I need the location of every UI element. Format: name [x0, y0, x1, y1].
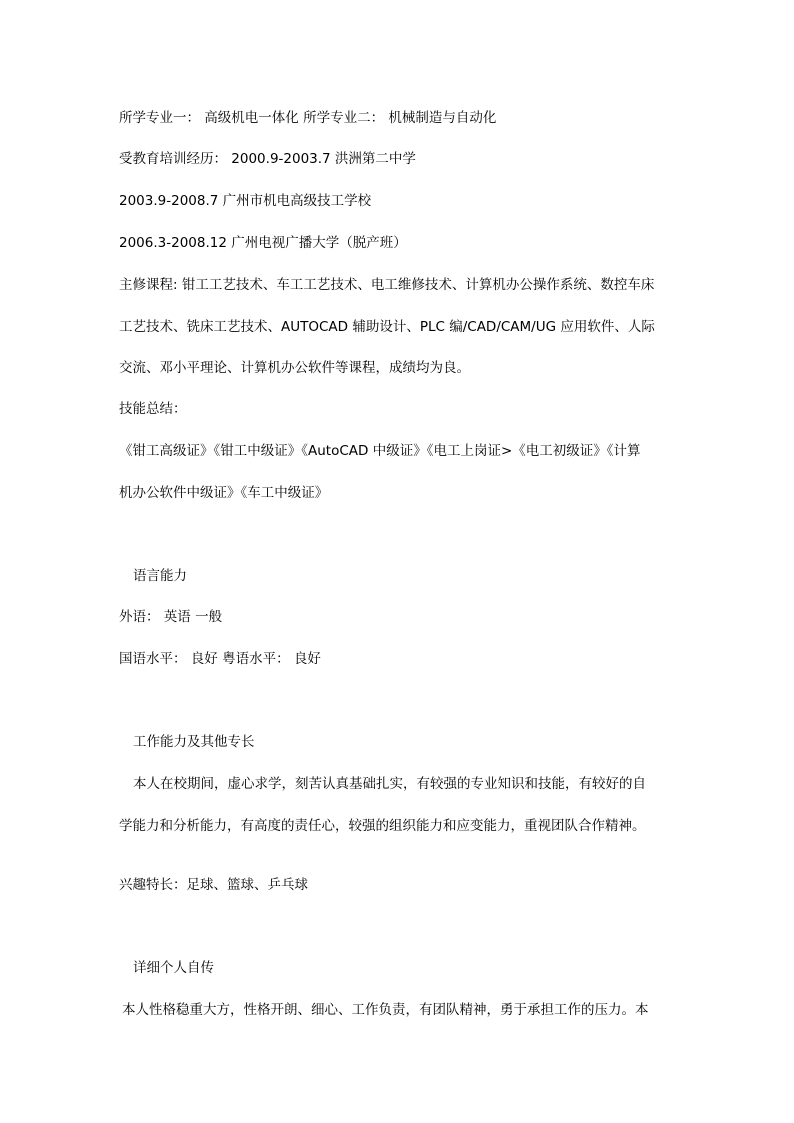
- courses-line-1: 主修课程: 钳工工艺技术、车工工艺技术、电工维修技术、计算机办公操作系统、数控车床: [119, 277, 655, 293]
- work-ability-line-2: 学能力和分析能力，有高度的责任心，较强的组织能力和应变能力，重视团队合作精神。: [119, 818, 646, 834]
- courses-line-3: 交流、邓小平理论、计算机办公软件等课程，成绩均为良。: [119, 360, 470, 376]
- courses-line-2: 工艺技术、铣床工艺技术、AUTOCAD 辅助设计、PLC 编/CAD/CAM/UG 应用软件、人际: [119, 319, 655, 335]
- certificates-line-2: 机办公软件中级证》《车工中级证》: [119, 485, 329, 501]
- work-ability-heading: 工作能力及其他专长: [133, 734, 255, 750]
- skills-heading: 技能总结：: [119, 401, 187, 417]
- hobbies-line: 兴趣特长：足球、篮球、乒乓球: [119, 877, 308, 893]
- education-line-3: 2006.3-2008.12 广州电视广播大学（脱产班）: [119, 235, 407, 251]
- education-line-2: 2003.9-2008.7 广州市机电高级技工学校: [119, 193, 372, 209]
- dialect-line: 国语水平： 良好 粤语水平： 良好: [119, 651, 321, 667]
- autobiography-line-1: 本人性格稳重大方，性格开朗、细心、工作负责，有团队精神，勇于承担工作的压力。本: [122, 1002, 649, 1018]
- foreign-language-line: 外语： 英语 一般: [119, 609, 223, 625]
- education-line-1: 受教育培训经历： 2000.9-2003.7 洪洲第二中学: [119, 151, 416, 167]
- autobiography-heading: 详细个人自传: [133, 960, 214, 976]
- language-heading: 语言能力: [133, 568, 187, 584]
- certificates-line-1: 《钳工高级证》《钳工中级证》《AutoCAD 中级证》《电工上岗证>《电工初级证》《计算: [119, 443, 641, 459]
- major-line: 所学专业一： 高级机电一体化 所学专业二： 机械制造与自动化: [119, 110, 497, 126]
- work-ability-line-1: 本人在校期间，虚心求学，刻苦认真基础扎实，有较强的专业知识和技能，有较好的自: [133, 776, 646, 792]
